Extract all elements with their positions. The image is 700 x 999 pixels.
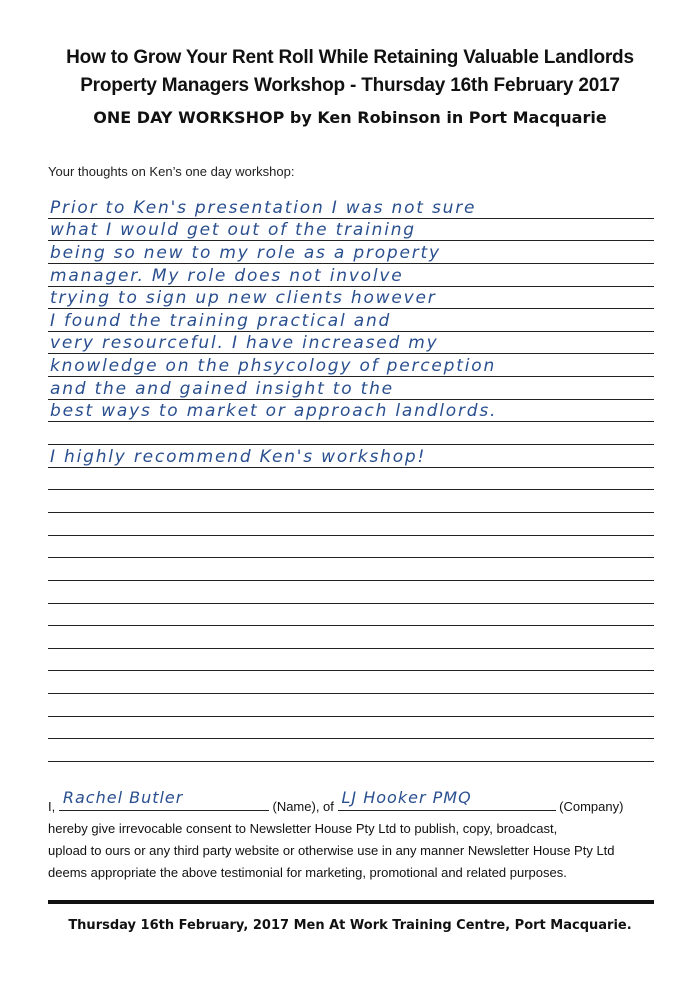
ruled-line bbox=[48, 671, 654, 694]
consent-line-1 bbox=[48, 788, 658, 818]
handwritten-line: best ways to market or approach landlords. bbox=[50, 401, 498, 422]
ruled-line bbox=[48, 264, 654, 287]
ruled-line bbox=[48, 626, 654, 649]
ruled-line bbox=[48, 717, 654, 740]
handwritten-line: knowledge on the phsycology of perception bbox=[50, 356, 497, 377]
ruled-line bbox=[48, 513, 654, 536]
name-label: (Name), of bbox=[272, 799, 334, 814]
handwritten-line: I found the training practical and bbox=[50, 310, 392, 331]
handwritten-line: trying to sign up new clients however bbox=[50, 288, 437, 309]
consent-line-4: deems appropriate the above testimonial for marketing, promotional and related purposes. bbox=[48, 865, 567, 880]
ruled-line bbox=[48, 196, 654, 219]
name-value: Rachel Butler bbox=[62, 788, 184, 807]
title-line-2: Property Managers Workshop - Thursday 16th February 2017 bbox=[80, 75, 620, 96]
handwritten-line: manager. My role does not involve bbox=[50, 265, 404, 286]
ruled-line bbox=[48, 604, 654, 627]
title-line-1: How to Grow Your Rent Roll While Retaining Valuable Landlords bbox=[66, 47, 634, 68]
ruled-line bbox=[48, 649, 654, 672]
ruled-line bbox=[48, 422, 654, 445]
ruled-line bbox=[48, 739, 654, 762]
ruled-line bbox=[48, 287, 654, 310]
ruled-line bbox=[48, 241, 654, 264]
handwritten-line: and the and gained insight to the bbox=[50, 378, 394, 399]
consent-line-3: upload to ours or any third party website or otherwise use in any manner Newsletter House Pty Ltd bbox=[48, 843, 615, 858]
company-label: (Company) bbox=[559, 799, 624, 814]
ruled-line bbox=[48, 219, 654, 242]
ruled-line bbox=[48, 558, 654, 581]
ruled-line bbox=[48, 309, 654, 332]
ruled-line bbox=[48, 468, 654, 491]
handwritten-line: Prior to Ken's presentation I was not sure bbox=[50, 197, 477, 218]
ruled-line bbox=[48, 490, 654, 513]
ruled-line bbox=[48, 694, 654, 717]
ruled-line bbox=[48, 377, 654, 400]
header bbox=[0, 44, 700, 127]
company-value: LJ Hooker PMQ bbox=[341, 788, 472, 807]
footer-rule bbox=[48, 900, 654, 904]
ruled-line bbox=[48, 581, 654, 604]
prompt-text: Your thoughts on Ken’s one day workshop: bbox=[48, 164, 295, 179]
footer-text: Thursday 16th February, 2017 Men At Work Training Centre, Port Macquarie. bbox=[68, 918, 632, 933]
ruled-line bbox=[48, 332, 654, 355]
handwritten-line: very resourceful. I have increased my bbox=[50, 333, 439, 354]
handwritten-line: I highly recommend Ken's workshop! bbox=[50, 446, 427, 467]
ruled-line bbox=[48, 536, 654, 559]
company-field bbox=[338, 788, 556, 811]
handwritten-line: being so new to my role as a property bbox=[50, 242, 441, 263]
handwritten-testimonial bbox=[48, 196, 654, 762]
ruled-line bbox=[48, 445, 654, 468]
handwritten-line: what I would get out of the training bbox=[50, 220, 416, 241]
ruled-line bbox=[48, 400, 654, 423]
title-line-3: ONE DAY WORKSHOP by Ken Robinson in Port Macquarie bbox=[93, 108, 607, 127]
name-field bbox=[59, 788, 269, 811]
ruled-line bbox=[48, 354, 654, 377]
consent-prefix: I, bbox=[48, 799, 56, 814]
consent-block bbox=[48, 788, 658, 884]
consent-line-2: hereby give irrevocable consent to Newsletter House Pty Ltd to publish, copy, broadcast, bbox=[48, 821, 558, 836]
